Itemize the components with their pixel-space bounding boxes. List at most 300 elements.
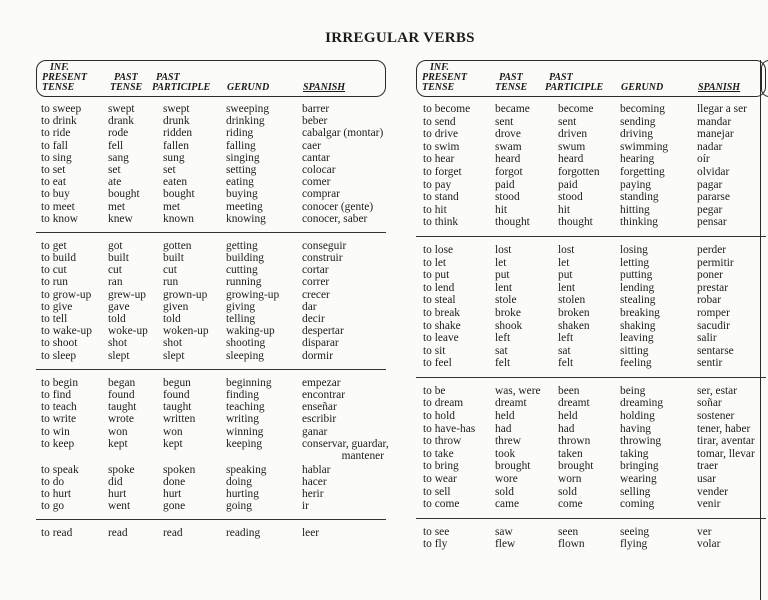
infinitive-cell: to drive [423,128,459,141]
infinitive-cell: to bring [423,460,459,473]
infinitive-cell: to drink [41,115,77,128]
table-header [416,60,766,97]
header-past: PAST TENSE [495,72,528,93]
infinitive-cell: to become [423,103,471,115]
past-tense-cell: saw [495,525,513,538]
past-tense-cell: cut [108,264,122,277]
past-participle-cell: had [558,422,575,435]
verb-row [36,264,386,276]
infinitive-cell: to run [41,276,68,289]
verb-group [416,377,766,511]
past-participle-cell: driven [558,128,588,141]
verb-row [36,337,386,349]
spanish-cell: olvidar [697,165,730,178]
past-tense-cell: won [108,425,128,438]
verb-row [416,498,766,511]
spanish-cell: venir [697,498,721,511]
past-tense-cell: paid [495,178,515,191]
past-participle-cell: thrown [558,435,591,448]
gerund-cell: keeping [226,437,263,450]
gerund-cell: buying [226,188,258,201]
verb-group [416,236,766,370]
verb-row [36,176,386,188]
past-participle-cell: drunk [163,115,190,128]
gerund-cell: hitting [620,203,650,216]
verb-row [36,350,386,362]
spanish-cell: ir [302,500,309,513]
verb-row [416,423,766,436]
past-participle-cell: hurt [163,488,182,501]
infinitive-cell: to do [41,475,65,488]
verb-table-right [416,60,766,551]
gerund-cell: knowing [226,212,266,225]
table-header [36,60,386,97]
page-title: IRREGULAR VERBS [325,30,475,46]
past-tense-cell: built [108,252,129,265]
infinitive-cell: to get [41,239,67,252]
verb-row [416,357,766,370]
past-participle-cell: thought [558,216,593,229]
spanish-cell: poner [697,269,723,282]
past-participle-cell: forgotten [558,165,600,178]
past-tense-cell: was, were [495,384,541,397]
past-participle-cell: told [163,313,181,325]
past-tense-cell: sat [495,344,508,357]
past-participle-cell: read [163,527,183,540]
infinitive-cell: to keep [41,437,75,450]
past-tense-cell: drove [495,128,521,141]
verb-row [36,527,386,539]
past-tense-cell: stood [495,191,520,204]
verb-row [36,313,386,325]
spanish-cell: tener, haber [697,422,751,435]
past-tense-cell: left [495,332,511,345]
infinitive-cell: to hold [423,410,455,423]
infinitive-cell: to read [41,527,73,540]
infinitive-cell: to find [41,388,72,401]
past-participle-cell: kept [163,437,183,450]
infinitive-cell: to throw [423,435,462,448]
past-tense-cell: knew [108,212,133,225]
past-tense-cell: put [495,269,510,282]
verb-row [416,320,766,333]
verb-row [416,128,766,141]
gerund-cell: hearing [620,153,655,166]
past-participle-cell: begun [163,376,191,389]
infinitive-cell: to sit [423,344,446,357]
past-tense-cell: bought [108,188,140,201]
verb-row [36,413,386,425]
past-participle-cell: come [558,498,583,511]
verb-row [36,188,386,200]
spanish-cell: ver [697,525,712,538]
spanish-cell: decir [302,313,325,325]
verb-row [416,257,766,270]
past-tense-cell: forgot [495,165,523,178]
infinitive-cell: to fly [423,538,448,551]
verb-row [416,141,766,154]
verb-row [416,397,766,410]
infinitive-cell: to meet [41,200,75,213]
past-tense-cell: grew-up [108,288,146,301]
gerund-cell: shaking [620,319,656,332]
spanish-cell: cantar [302,151,330,164]
past-tense-cell: swam [495,140,522,153]
verb-row [416,307,766,320]
gerund-cell: seeing [620,525,650,538]
spanish-cell: encontrar [302,388,346,401]
gerund-cell: holding [620,410,655,423]
past-participle-cell: bought [163,188,195,201]
infinitive-cell: to shake [423,319,461,332]
infinitive-cell: to tell [41,313,68,325]
past-tense-cell: dreamt [495,397,527,410]
infinitive-cell: to let [423,256,447,269]
verb-row [36,140,386,152]
gerund-cell: setting [226,163,257,176]
gerund-cell: flying [620,538,648,551]
gerund-cell: sitting [620,344,649,357]
past-participle-cell: worn [558,473,582,486]
infinitive-cell: to wake-up [41,325,92,338]
past-participle-cell: found [163,388,190,401]
gerund-cell: building [226,252,264,265]
verb-row [416,294,766,307]
gerund-cell: meeting [226,200,263,213]
past-participle-cell: been [558,384,580,397]
spanish-cell: sentir [697,357,723,370]
spanish-cell: hablar [302,463,331,476]
spanish-cell: caer [302,139,321,152]
past-participle-cell: broken [558,306,590,319]
past-tense-cell: began [108,376,136,389]
past-tense-cell: taught [108,401,137,414]
infinitive-cell: to write [41,413,77,426]
infinitive-cell: to give [41,300,73,313]
past-participle-cell: left [558,332,574,345]
gerund-cell: breaking [620,306,660,319]
infinitive-cell: to put [423,269,450,282]
verb-row [416,460,766,473]
spanish-cell: conocer, saber [302,212,368,225]
verb-row [36,500,386,512]
verb-row [416,244,766,257]
past-participle-cell: put [558,269,573,282]
verb-row [416,332,766,345]
spanish-cell: manejar [697,128,734,141]
past-tense-cell: read [108,527,128,540]
gerund-cell: telling [226,313,256,325]
past-participle-cell: slept [163,349,185,362]
past-tense-cell: kept [108,437,128,450]
verb-row [36,464,386,476]
gerund-cell: sleeping [226,349,264,362]
past-participle-cell: stood [558,191,583,204]
gerund-cell: sweeping [226,103,270,115]
past-tense-cell: hurt [108,488,127,501]
infinitive-cell: to sell [423,485,451,498]
gerund-cell: selling [620,485,651,498]
past-tense-cell: sang [108,151,129,164]
gerund-cell: stealing [620,294,656,307]
spanish-cell: oír [697,153,710,166]
gerund-cell: letting [620,256,650,269]
header-pp: PAST PARTICIPLE [152,72,211,93]
verb-row [416,204,766,217]
gerund-cell: running [226,276,262,289]
infinitive-cell: to steal [423,294,456,307]
past-participle-cell: spoken [163,463,196,476]
past-participle-cell: done [163,475,186,488]
spanish-cell: barrer [302,103,330,115]
spanish-cell: comprar [302,188,340,201]
infinitive-cell: to break [423,306,461,319]
spanish-cell: nadar [697,140,723,153]
gerund-cell: leaving [620,332,654,345]
past-participle-cell: grown-up [163,288,208,301]
infinitive-cell: to go [41,500,65,513]
past-participle-cell: flown [558,538,585,551]
spanish-cell: conservar, guardar, [302,437,389,450]
gerund-cell: shooting [226,337,266,350]
spanish-cell: comer [302,176,331,189]
header-inf: INF. PRESENT TENSE [422,62,468,93]
gerund-cell: dreaming [620,397,664,410]
past-participle-cell: become [558,103,594,115]
verb-row [416,269,766,282]
past-participle-cell: let [558,256,570,269]
verb-row [416,473,766,486]
past-participle-cell: paid [558,178,578,191]
gerund-cell: swimming [620,140,669,153]
verb-row [416,410,766,423]
spanish-cell: crecer [302,288,330,301]
verb-row [416,179,766,192]
past-participle-cell: brought [558,460,594,473]
infinitive-cell: to swim [423,140,460,153]
gerund-cell: putting [620,269,653,282]
past-tense-cell: hit [495,203,508,216]
verb-row [416,538,766,551]
verb-group [36,103,386,225]
past-participle-cell: swum [558,140,586,153]
past-tense-cell: woke-up [108,325,148,338]
past-participle-cell: sent [558,115,577,128]
gerund-cell: beginning [226,376,272,389]
past-participle-cell: lent [558,281,576,294]
past-tense-cell: rode [108,127,129,140]
gerund-cell: finding [226,388,259,401]
spanish-cell: permitir [697,256,734,269]
gerund-cell: speaking [226,463,267,476]
gerund-cell: singing [226,151,260,164]
infinitive-cell: to lend [423,281,455,294]
gerund-cell: having [620,422,652,435]
past-participle-cell: held [558,410,578,423]
past-tense-cell: spoke [108,463,135,476]
infinitive-cell: to leave [423,332,459,345]
past-participle-cell: written [163,413,196,426]
spanish-cell: beber [302,115,328,128]
past-tense-cell: wrote [108,413,134,426]
past-participle-cell: taken [558,447,583,460]
spanish-cell: llegar a ser [697,103,747,115]
spanish-cell: cabalgar (montar) [302,127,384,140]
infinitive-cell: to think [423,216,459,229]
spanish-cell: pararse [697,191,730,204]
past-participle-cell: met [163,200,181,213]
gerund-cell: eating [226,176,254,189]
past-participle-cell: fallen [163,139,189,152]
gerund-cell: standing [620,191,659,204]
infinitive-cell: to stand [423,191,459,204]
gerund-cell: lending [620,281,655,294]
gerund-cell: falling [226,139,256,152]
past-tense-cell: stole [495,294,517,307]
spanish-cell: romper [697,306,730,319]
verb-group [416,518,766,551]
infinitive-cell: to have-has [423,422,476,435]
past-participle-cell: gotten [163,239,192,252]
gerund-cell: forgetting [620,165,665,178]
spanish-cell: disparar [302,337,339,350]
verb-row [36,115,386,127]
past-participle-cell: sung [163,151,185,164]
spanish-cell: leer [302,527,320,540]
spanish-cell: tomar, llevar [697,447,755,460]
infinitive-cell: to sleep [41,349,77,362]
spanish-cell: traer [697,460,718,473]
infinitive-cell: to pay [423,178,452,191]
spanish-cell: herir [302,488,324,501]
spanish-cell: conseguir [302,239,347,252]
verb-row [36,401,386,413]
infinitive-cell: to buy [41,188,70,201]
spanish-cell: soñar [697,397,722,410]
verb-row [416,526,766,539]
past-tense-cell: told [108,313,126,325]
spanish-cell: correr [302,276,330,289]
infinitive-cell: to hurt [41,488,72,501]
infinitive-cell: to win [41,425,70,438]
past-tense-cell: got [108,239,123,252]
verb-group [36,369,389,513]
past-tense-cell: took [495,447,516,460]
verb-row [36,127,386,139]
past-participle-cell: heard [558,153,584,166]
verb-row [416,448,766,461]
spanish-cell: dar [302,300,317,313]
past-tense-cell: brought [495,460,531,473]
past-participle-cell: ridden [163,127,193,140]
infinitive-cell: to dream [423,397,464,410]
past-tense-cell: shot [108,337,127,350]
infinitive-cell: to ride [41,127,71,140]
header-spanish: SPANISH [698,82,741,93]
infinitive-cell: to sing [41,151,72,164]
next-table-edge [760,60,768,600]
infinitive-cell: to hear [423,153,455,166]
infinitive-cell: to forget [423,165,462,178]
verb-row [36,276,386,288]
spanish-cell: empezar [302,376,341,389]
past-tense-cell: swept [108,103,135,115]
verb-row [36,252,386,264]
gerund-cell: thinking [620,216,658,229]
spanish-cell: prestar [697,281,728,294]
gerund-cell: throwing [620,435,662,448]
past-participle-cell: shot [163,337,182,350]
gerund-cell: growing-up [226,288,280,301]
verb-row [36,377,386,389]
spanish-cell: vender [697,485,728,498]
past-tense-cell: sent [495,115,514,128]
gerund-cell: drinking [226,115,265,128]
past-tense-cell: wore [495,473,518,486]
past-participle-cell: built [163,252,184,265]
past-participle-cell: seen [558,525,579,538]
spanish-cell: usar [697,473,716,486]
past-tense-cell: let [495,256,507,269]
gerund-cell: riding [226,127,254,140]
header-inf: INF. PRESENT TENSE [42,62,88,93]
past-participle-cell: felt [558,357,574,370]
gerund-cell: feeling [620,357,652,370]
gerund-cell: teaching [226,401,265,414]
verb-table-left [36,60,389,540]
past-tense-cell: drank [108,115,134,128]
infinitive-cell: to feel [423,357,452,370]
spanish-cell: hacer [302,475,327,488]
verb-row [416,166,766,179]
past-tense-cell: heard [495,153,521,166]
gerund-cell: doing [226,475,252,488]
spanish-cell: dormir [302,349,334,362]
gerund-cell: wearing [620,473,657,486]
verb-row [36,240,386,252]
spanish-cell: construir [302,252,343,265]
spanish-cell-continued: mantener [341,449,384,462]
infinitive-cell: to build [41,252,77,265]
verb-row [416,153,766,166]
past-tense-cell: slept [108,349,130,362]
spanish-cell: perder [697,243,727,256]
verb-row [36,476,386,488]
spanish-cell: sostener [697,410,735,423]
gerund-cell: cutting [226,264,258,277]
past-tense-cell: met [108,200,126,213]
verb-group [36,232,386,362]
verb-row [416,486,766,499]
verb-row [416,191,766,204]
gerund-cell: going [226,500,252,513]
verb-row [416,216,766,229]
infinitive-cell: to eat [41,176,66,189]
past-tense-cell: did [108,475,123,488]
gerund-cell: paying [620,178,652,191]
verb-row [36,389,386,401]
past-tense-cell: flew [495,538,516,551]
spanish-cell: pegar [697,203,723,216]
spanish-cell: escribir [302,413,337,426]
past-tense-cell: ran [108,276,123,289]
spanish-cell: mandar [697,115,732,128]
verb-row [416,345,766,358]
infinitive-cell: to grow-up [41,288,92,301]
past-participle-cell: cut [163,264,177,277]
gerund-cell: being [620,384,646,397]
gerund-cell: becoming [620,103,665,115]
